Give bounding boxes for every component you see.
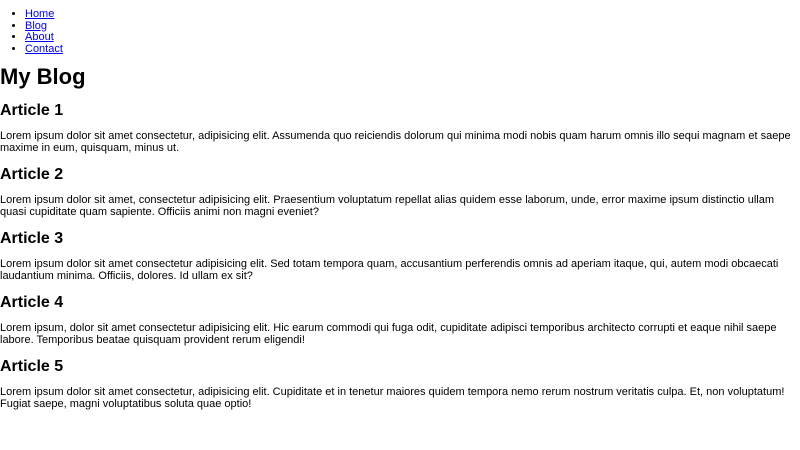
article-4 — [0, 294, 800, 346]
nav-link-contact[interactable]: Contact — [25, 42, 63, 55]
nav-link-about[interactable]: About — [25, 31, 54, 43]
nav-link-home[interactable]: Home — [25, 8, 55, 20]
article-1 — [0, 102, 800, 154]
main-nav — [0, 0, 800, 55]
article-title: Article 1 — [0, 102, 64, 119]
article-2 — [0, 166, 800, 218]
article-title: Article 5 — [0, 358, 64, 375]
nav-item-contact — [25, 44, 800, 56]
nav-item-home — [25, 9, 800, 21]
article-body: Lorem ipsum dolor sit amet consectetur, adipisicing elit. Cupiditate et in tenetur maiores quidem tempora nemo rerum nostrum veritatis culpa. Et, non voluptatum! Fugiat saepe, magni voluptatibus soluta quae optio! — [0, 386, 785, 410]
article-title: Article 3 — [0, 230, 64, 247]
nav-link-blog[interactable]: Blog — [25, 19, 48, 32]
article-body: Lorem ipsum dolor sit amet consectetur adipisicing elit. Sed totam tempora quam, accusantium perferendis omnis ad aperiam itaque, qui, autem modi obcaecati laudantium minima. Officiis, dolores. Id ullam ex sit? — [0, 258, 779, 282]
article-5 — [0, 358, 800, 410]
article-body: Lorem ipsum dolor sit amet consectetur, adipisicing elit. Assumenda quo reiciendis dolorum qui minima modi nobis quam harum omnis illo sequi magnam et saepe maxime in eum, quisquam, minus ut. — [0, 130, 791, 154]
article-body: Lorem ipsum, dolor sit amet consectetur adipisicing elit. Hic earum commodi qui fuga odit, cupiditate adipisci temporibus architecto corrupti et eaque nihil saepe labore. Temporibus beatae quisquam provident rerum eligendi! — [0, 322, 777, 346]
article-title: Article 4 — [0, 294, 64, 311]
page-title: My Blog — [0, 64, 86, 89]
nav-item-blog — [25, 21, 800, 33]
article-3 — [0, 230, 800, 282]
article-title: Article 2 — [0, 166, 64, 183]
nav-item-about — [25, 32, 800, 44]
article-body: Lorem ipsum dolor sit amet, consectetur adipisicing elit. Praesentium voluptatum repellat alias quidem esse laborum, unde, error maxime ipsum distinctio ullam quasi cupiditate quam sapiente. Officiis animi non magni eveniet? — [0, 194, 775, 218]
